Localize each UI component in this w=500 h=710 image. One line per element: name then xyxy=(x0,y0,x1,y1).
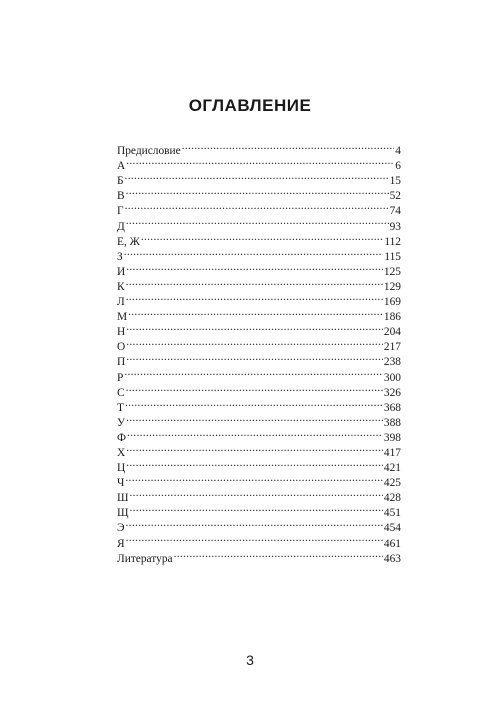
toc-entry-page: 398 xyxy=(383,431,401,444)
toc-entry-page: 74 xyxy=(389,205,401,218)
toc-entry-label: Ц xyxy=(117,462,126,475)
toc-dot-leader xyxy=(126,335,383,350)
toc-entry-page: 451 xyxy=(383,507,401,520)
toc-dot-leader xyxy=(126,531,383,546)
toc-entry-page: 15 xyxy=(389,175,401,188)
toc-entry-page: 204 xyxy=(383,326,401,339)
toc-entry xyxy=(117,305,401,324)
toc-dot-leader xyxy=(182,139,395,154)
toc-dot-leader xyxy=(126,154,394,169)
toc-dot-leader xyxy=(124,245,384,260)
toc-entry-page: 217 xyxy=(383,341,401,354)
toc-entry-page: 454 xyxy=(383,522,401,535)
toc-dot-leader xyxy=(126,516,383,531)
toc-entry-label: В xyxy=(117,190,125,203)
toc-entry-label: Л xyxy=(117,296,125,309)
toc-entry xyxy=(117,169,401,188)
toc-entry xyxy=(117,396,401,414)
toc-entry xyxy=(117,471,401,490)
toc-entry-page: 463 xyxy=(383,552,401,565)
toc-entry-label: Щ xyxy=(117,507,129,520)
toc-entry-label: М xyxy=(117,311,128,324)
toc-entry xyxy=(117,184,401,203)
toc-entry-page: 326 xyxy=(383,386,401,399)
toc-entry-label: П xyxy=(117,356,126,369)
toc-dot-leader xyxy=(126,320,383,335)
toc-dot-leader xyxy=(130,486,383,501)
toc-entry-page: 300 xyxy=(383,371,401,384)
toc-entry-label: Ш xyxy=(117,492,129,505)
toc-entry xyxy=(117,260,401,278)
toc-entry xyxy=(117,199,401,218)
toc-entry-label: Е, Ж xyxy=(117,235,140,248)
toc-entry-label: А xyxy=(117,160,126,173)
toc-dot-leader xyxy=(126,290,383,305)
toc-entry xyxy=(117,275,401,293)
toc-entry xyxy=(117,411,401,429)
page-title: ОГЛАВЛЕНИЕ xyxy=(188,96,312,115)
toc-entry-page: 388 xyxy=(383,416,401,429)
toc-dot-leader xyxy=(125,169,389,184)
toc-entry xyxy=(117,501,401,520)
toc-entry-page: 238 xyxy=(383,356,401,369)
toc-entry-label: Ф xyxy=(117,431,126,444)
toc-entry xyxy=(117,486,401,505)
toc-dot-leader xyxy=(126,350,383,365)
toc-entry-label: С xyxy=(117,386,125,399)
toc-entry xyxy=(117,365,401,384)
toc-entry-label: У xyxy=(117,416,126,429)
toc-dot-leader xyxy=(126,381,383,396)
toc-entry-label: З xyxy=(117,250,123,263)
toc-dot-leader xyxy=(127,426,383,441)
toc-entry-label: Литература xyxy=(117,552,173,565)
toc-entry-page: 421 xyxy=(383,462,401,475)
toc-entry-page: 112 xyxy=(384,235,401,248)
toc-dot-leader xyxy=(126,275,383,290)
table-of-contents xyxy=(117,139,401,565)
toc-entry xyxy=(117,441,401,459)
toc-entry-label: Т xyxy=(117,401,124,414)
toc-entry xyxy=(117,547,401,565)
toc-entry xyxy=(117,426,401,444)
toc-entry-label: Д xyxy=(117,220,125,233)
toc-entry-page: 368 xyxy=(383,401,401,414)
toc-entry-label: Б xyxy=(117,175,124,188)
toc-entry xyxy=(117,139,401,158)
toc-entry xyxy=(117,531,401,550)
toc-entry-page: 93 xyxy=(389,220,401,233)
toc-dot-leader xyxy=(126,214,389,229)
toc-entry xyxy=(117,516,401,535)
toc-entry-page: 4 xyxy=(395,145,401,158)
toc-entry xyxy=(117,456,401,475)
toc-entry xyxy=(117,350,401,369)
toc-entry-label: Предисловие xyxy=(117,145,181,158)
toc-entry-page: 125 xyxy=(383,265,401,278)
toc-dot-leader xyxy=(125,471,383,486)
toc-entry-label: Э xyxy=(117,522,125,535)
toc-entry-label: О xyxy=(117,341,126,354)
toc-entry-page: 461 xyxy=(383,537,401,550)
toc-entry-label: Г xyxy=(117,205,124,218)
toc-entry-label: И xyxy=(117,265,126,278)
toc-dot-leader xyxy=(125,199,389,214)
toc-dot-leader xyxy=(126,184,389,199)
toc-entry-label: Ч xyxy=(117,477,125,490)
toc-entry xyxy=(117,230,401,248)
toc-entry xyxy=(117,154,401,173)
toc-entry-page: 417 xyxy=(383,446,401,459)
toc-entry xyxy=(117,245,401,263)
toc-entry-page: 129 xyxy=(383,280,401,293)
toc-entry-page: 169 xyxy=(383,296,401,309)
toc-entry-label: Н xyxy=(117,326,126,339)
toc-dot-leader xyxy=(126,441,383,456)
toc-entry xyxy=(117,335,401,354)
toc-dot-leader xyxy=(124,365,383,380)
toc-entry-label: Р xyxy=(117,371,124,384)
toc-dot-leader xyxy=(128,305,383,320)
toc-entry-label: Я xyxy=(117,537,125,550)
toc-entry-page: 52 xyxy=(389,190,401,203)
toc-dot-leader xyxy=(141,230,383,245)
toc-entry-page: 6 xyxy=(395,160,401,173)
toc-dot-leader xyxy=(126,411,383,426)
toc-dot-leader xyxy=(126,260,383,275)
toc-dot-leader xyxy=(126,456,383,471)
toc-entry xyxy=(117,290,401,309)
toc-entry xyxy=(117,214,401,233)
toc-entry-page: 428 xyxy=(383,492,401,505)
toc-entry-label: К xyxy=(117,280,125,293)
page-number: 3 xyxy=(246,652,254,668)
toc-entry xyxy=(117,320,401,339)
toc-entry xyxy=(117,381,401,399)
toc-dot-leader xyxy=(174,547,383,562)
toc-entry-label: Х xyxy=(117,446,126,459)
toc-entry-page: 115 xyxy=(384,250,401,263)
toc-dot-leader xyxy=(130,501,383,516)
toc-dot-leader xyxy=(125,396,383,411)
toc-entry-page: 186 xyxy=(383,311,401,324)
toc-entry-page: 425 xyxy=(383,477,401,490)
